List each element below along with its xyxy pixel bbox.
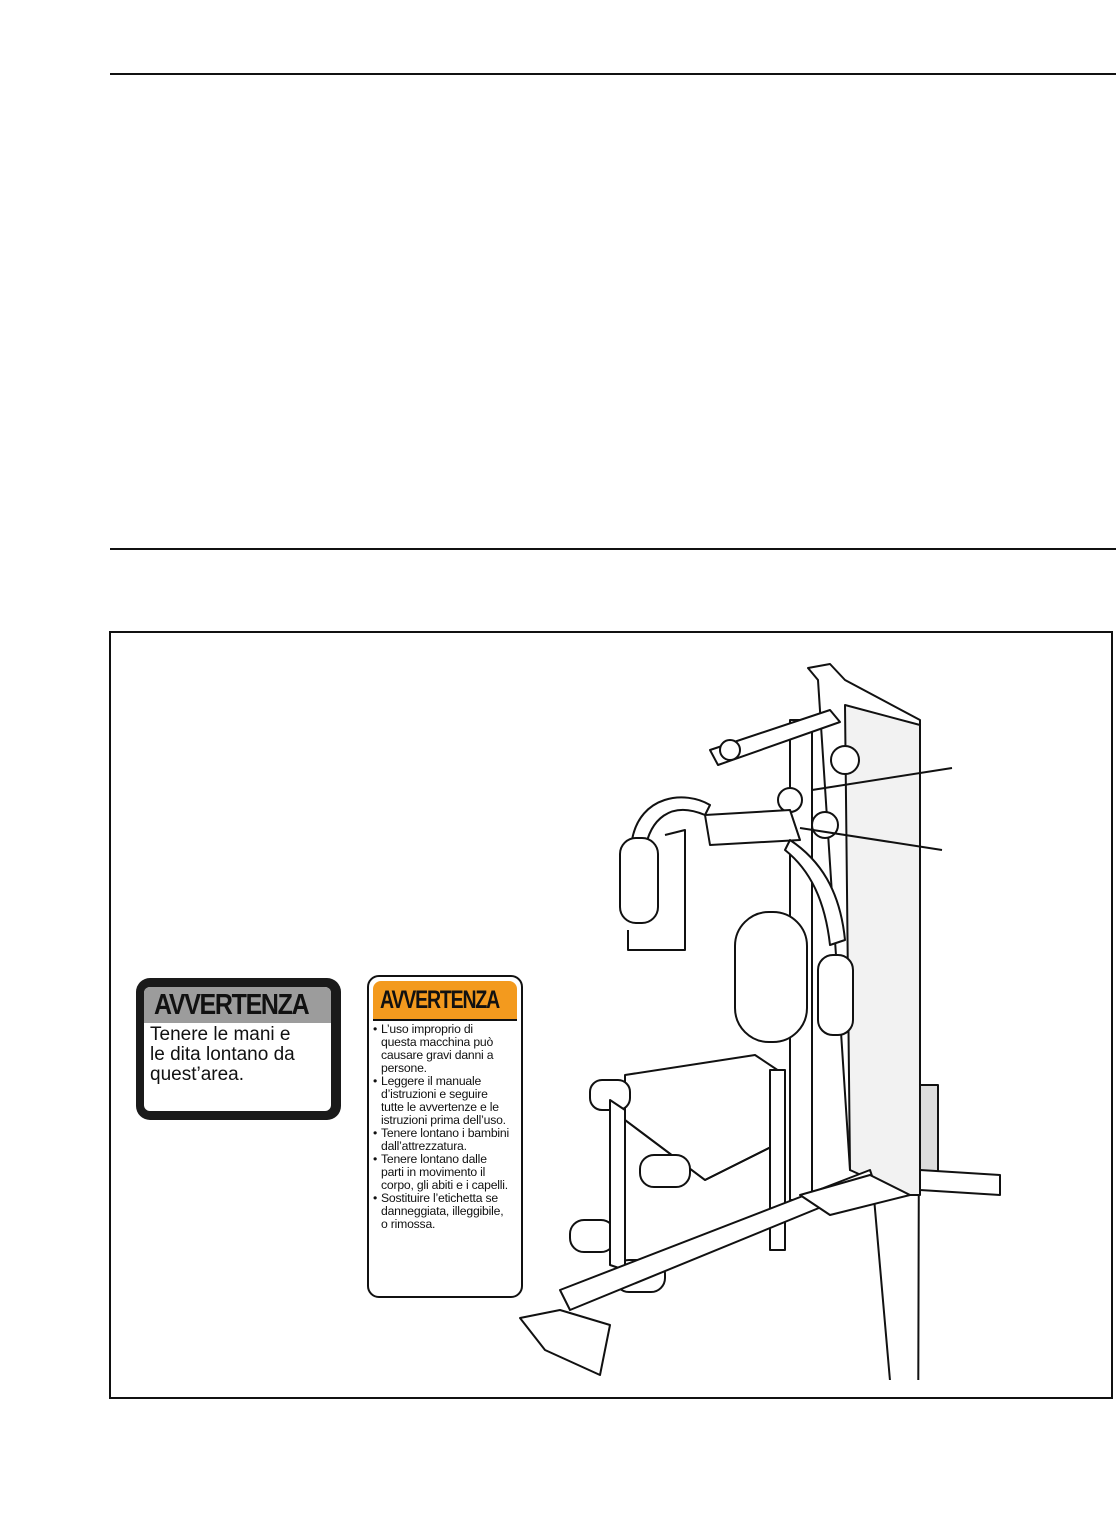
warning-title: AVVERTENZA (154, 988, 309, 1021)
warning-item: • Tenere lontano i bambini dall’attrezzatura. (373, 1127, 521, 1153)
warning-item: • L’uso improprio di questa macchina può causare gravi danni a persone. (373, 1023, 521, 1075)
top-divider (110, 73, 1116, 75)
warning-label-header (373, 981, 517, 1021)
warning-label-header (144, 987, 331, 1023)
warning-item: • Sostituire l’etichetta se danneggiata, illeggibile, o rimossa. (373, 1192, 521, 1231)
warning-item: • Tenere lontano dalle parti in movimento il corpo, gli abiti e i capelli. (373, 1153, 521, 1192)
warning-item: • Leggere il manuale d’istruzioni e seguire tutte le avvertenze e le istruzioni prima dell’uso. (373, 1075, 521, 1127)
warning-text: Tenere le mani e le dita lontano da quest’area. (150, 1024, 295, 1085)
warning-title: AVVERTENZA (380, 985, 500, 1014)
warning-list (369, 1023, 521, 1231)
bottom-divider (110, 548, 1116, 550)
warning-label-hands (136, 978, 341, 1120)
home-gym-illustration (500, 650, 1010, 1380)
